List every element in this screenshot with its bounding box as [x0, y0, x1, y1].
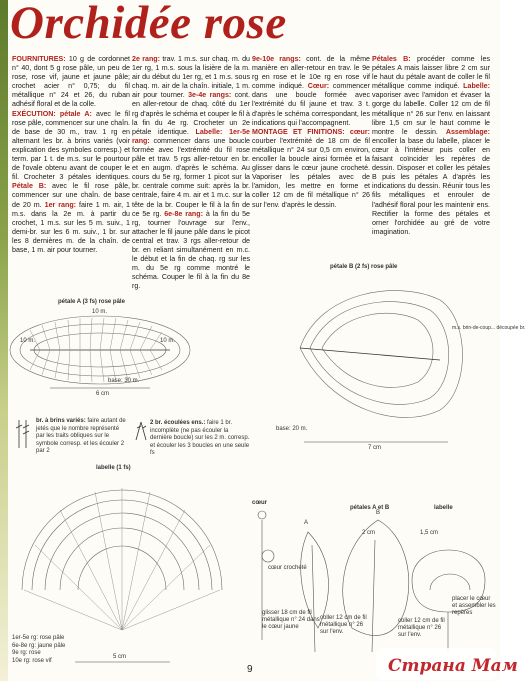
br-varies-symbol-icon	[14, 418, 34, 450]
rang-1-text: faire 1 m. air, 1 m.s. dans la 2e m. à partir du crochet, 1 m.s. sur les 5 m. suiv., 1 demi-br. sur les 6 m. suiv., 1 br. sur les 8 dernières m. de la chaîn. de base, 1 m. air pour tourner.	[12, 200, 130, 254]
montage-petales-b-heading: Pétales B:	[372, 55, 411, 63]
petales-ab-title: pétales A et B	[350, 505, 390, 511]
petale-a-10m-right: 10 m.	[160, 338, 176, 344]
montage-petales-b-text: procéder comme les pétales A mais laisser libre 2 cm sur le haut du pétale avant de coller le fil métallique comme indiqué.	[372, 55, 490, 91]
labelle-1-5cm: 1,5 cm	[420, 530, 439, 536]
petale-b-2cm: 2 cm	[362, 530, 376, 536]
labelle-coller-label: coller 12 cm de fil métallique n° 26 sur l'env.	[398, 618, 445, 638]
petale-a-letter: A	[304, 520, 309, 526]
legend-br-varies-text: faire autant de jetés que le nombre représenté par les traits obliques sur le symbole corresp. et les écouler 2 par 2	[36, 418, 126, 454]
coeur-glisser-label: glisser 18 cm de fil métallique n° 24 dans le cœur jaune	[262, 610, 320, 630]
rang-2-heading: 2e rang:	[132, 55, 160, 63]
coeur-title: cœur	[252, 500, 267, 506]
petale-a-title: pétale A (3 fs) rose pâle	[58, 299, 125, 305]
rang-1-heading: 1er rang:	[44, 200, 77, 209]
montage-heading: MONTAGE ET FINITIONS:	[252, 127, 345, 136]
labelle-placer-label: placer le cœur et assembler les repères	[452, 596, 496, 616]
labelle-assembly-title: labelle	[434, 505, 453, 511]
petale-a-heading: pétale A:	[59, 109, 92, 118]
petale-a-10m-top: 10 m.	[92, 309, 108, 315]
labelle-legend-row-1: 1er-5e rg: rose pâle	[12, 635, 65, 641]
page-number: 9	[247, 664, 253, 675]
rang-3-4-text: cont. en aller-retour de chaq. côté du 1er rg d'après le schéma et couper le fil à la fin du 4e rg. Crocheter un 2e pétale identique.	[132, 91, 250, 136]
assemblage-text: encoller la base du labelle, placer le cœur à l'intérieur puis coller en faisant coïncider les repères de dessin. Disposer et coller les pétales B puis les pétales A d'après les indications du dessin. Réunir tous les fils métalliques et enrouler de l'adhésif floral pour les maintenir ens. Rectifier la forme des pétales et orner l'orchidée au gré de votre imagination.	[372, 136, 490, 236]
petale-b-side-note: m.s. brin-de-coup... découpée br.	[452, 325, 525, 331]
labelle-legend-row-4: 10e rg: rose vif	[12, 657, 52, 664]
legend-br-ecoulees-text: faire 1 br. incomplète (ne pas écouler la dernière boucle) sur les 2 m. corresp. et écouler les 3 boucles en une seule fs	[150, 420, 250, 456]
petales-coller-label: coller 12 cm de fil métallique n° 26 sur l'env.	[320, 615, 367, 635]
assemblage-heading: Assemblage:	[445, 127, 490, 136]
rang-6-8-heading: 6e-8e rang:	[164, 209, 203, 218]
legend-br-ecoulees	[150, 420, 250, 458]
labelle-row-legend	[12, 635, 65, 665]
petale-a-text: avec le fil rose pâle, commencer sur une chaîn. de base de 30 m., trav. 1 rg en alternant les br. à brins variés (voir explication des symboles corresp.) et term. par 1 t. de m.s. sur le pourtour de l'ovale obtenu avant de couper le fil. Crocheter 3 pétales identiques.	[12, 109, 130, 182]
page-title: Orchidée rose	[10, 0, 287, 49]
petale-b-base: base: 20 m.	[276, 426, 308, 432]
petale-b-letter: B	[376, 510, 381, 516]
petale-b-text: avec le fil rose pâle, commencer sur une chaîn. de base de 20 m.	[12, 182, 130, 209]
rang-1-5-text: commencer dans une boucle formée avec l'extrémité du fil rose pâle et trav. 5 rgs aller-retour en br. et en augm. d'après le schéma. Au cours du 5e rg, former 1 picot sur la br. centrale comme suit: après la br. centrale, faire 4 m. air et 1 m.c. sur la tête de la br. Couper le fil à la fin de ce 5e rg.	[132, 136, 250, 218]
rang-9-10-text: cont. de la même manière en aller-retour en trav. le 9e rg en rose et le 10e rg en rose vif comme indiqué.	[252, 55, 370, 91]
fournitures-heading: FOURNITURES:	[12, 55, 66, 63]
montage-labelle-text: vaporiser avec l'amidon et évaser la gorge du labelle. Coller 12 cm de fil métallique n° 26 sur l'env. en laissant libre 1,5 cm sur le haut comme le montre le dessin.	[372, 91, 490, 136]
rang-6-8-text: à la fin du 5e rg, tourner l'ouvrage sur l'env., attacher le fil jaune pâle dans le picot central et trav. 3 rgs aller-retour de br. en reliant simultanément en m.c. le début et la fin de chaq. rg sur les m. du 5e rg comme montré le schéma. Couper le fil à la fin du 8e rg.	[132, 209, 250, 291]
montage-coeur-heading: cœur:	[349, 127, 370, 136]
coeur-text: commencer dans une boucle formée avec l'extrémité du fil jaune et trav. 3 t. d'après le schéma correspondant, les indications qui l'accompagnent.	[252, 82, 370, 127]
legend-br-varies-heading: br. à brins variés:	[36, 418, 86, 424]
labelle-5cm: 5 cm	[113, 654, 127, 660]
labelle-legend-row-2: 6e-8e rg: jaune pâle	[12, 642, 66, 649]
legend-br-ecoulees-heading: 2 br. écoulées ens.:	[150, 420, 206, 426]
labelle-heading: Labelle:	[195, 127, 223, 136]
petale-b-7cm: 7 cm	[368, 445, 382, 451]
coeur-heading: Cœur:	[307, 82, 330, 91]
labelle-legend-row-3: 9e rg: rose	[12, 650, 41, 656]
montage-coeur-text: courber l'extrémité de 18 cm de fil métallique n° 24 sur 0,5 cm environ, encoller la boucle ainsi formée et la glisser dans le cœur jaune crocheté. Vaporiser les pétales avec de l'amidon, les mettre en forme et coller 12 cm de fil métallique n° 26 sur l'env. d'après le dessin.	[252, 136, 370, 209]
watermark: Страна Мам	[388, 656, 518, 676]
rang-1-5-heading: 1er-5e rang:	[132, 127, 250, 145]
petale-a-base: base: 30 m.	[108, 378, 140, 384]
petale-a-6cm: 6 cm	[96, 391, 110, 397]
rang-3-4-heading: 3e-4e rangs:	[188, 91, 232, 100]
petale-b-diagram	[300, 291, 463, 442]
br-ecoulees-symbol-icon	[134, 420, 148, 442]
petale-b-title: pétale B (2 fs) rose pâle	[330, 264, 398, 270]
petale-b-heading: Pétale B:	[12, 182, 47, 191]
labelle-title: labelle (1 fs)	[96, 465, 131, 471]
execution-heading: EXÉCUTION:	[12, 109, 56, 118]
rang-9-10-heading: 9e-10e rangs:	[252, 55, 301, 63]
rang-2-text: trav. 1 m.s. sur chaq. m. du 1er rg, 1 m.s. sous la lisière de la m. air du début du 1er rg, et 1 m.s. sous chaq. m. air de la chaîn. initiale, 1 m. air pour tourner.	[132, 55, 250, 100]
coeur-crochete-label: cœur crocheté	[268, 565, 307, 571]
petale-a-10m-left: 10 m.	[20, 338, 36, 344]
montage-labelle-heading: Labelle:	[463, 82, 490, 91]
fournitures-text: 10 g de cordonnet n° 40, dont 5 g rose pâle, un peu de rose, rose vif, jaune et jaune pâle; crochet acier n° 0,75; du fil métallique n° 24 et 26, du ruban adhésif floral et de la colle.	[12, 55, 130, 109]
petale-a-diagram	[10, 316, 190, 388]
legend-br-varies	[36, 418, 128, 456]
